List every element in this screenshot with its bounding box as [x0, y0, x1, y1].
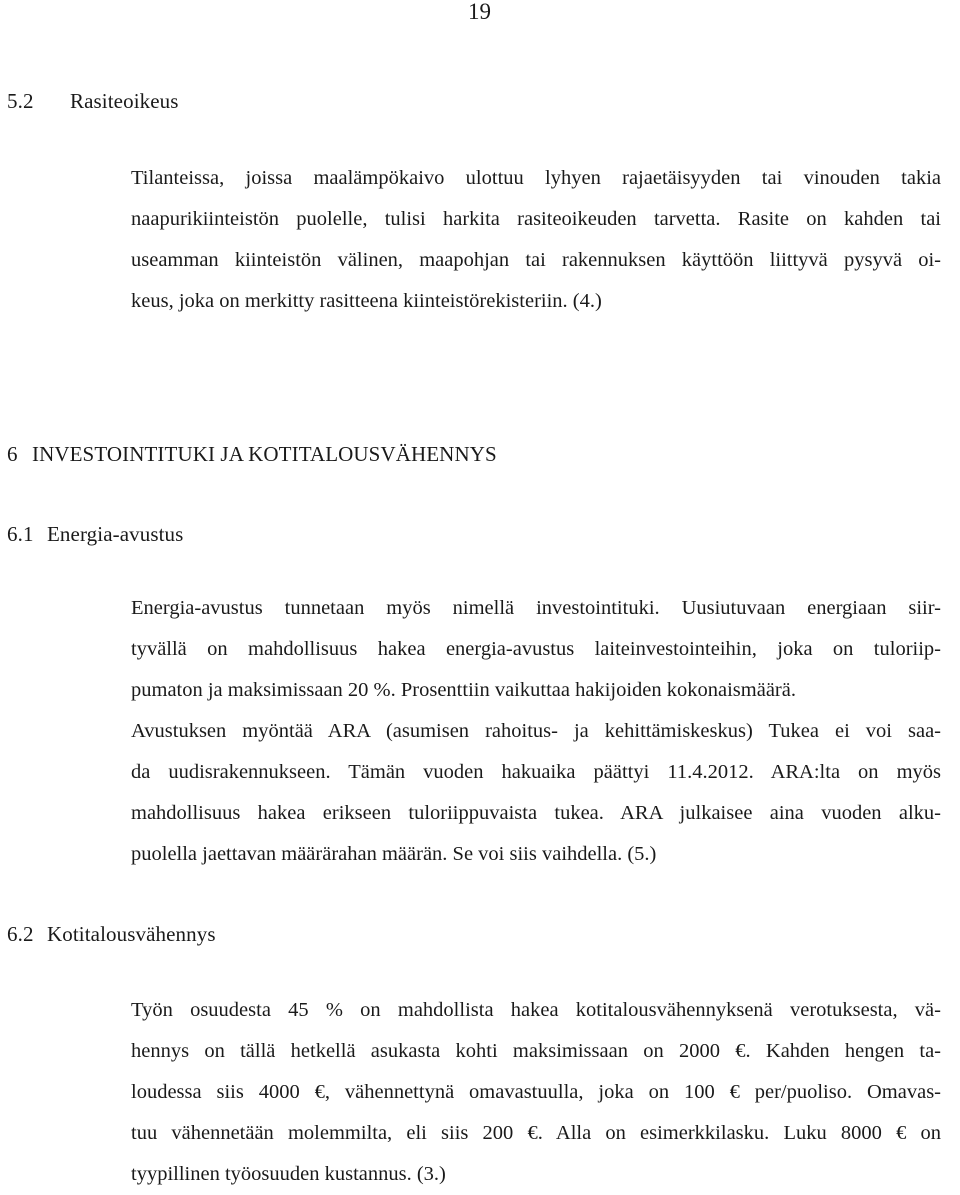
page-number: 19 — [468, 0, 491, 24]
text-line: tyvällä on mahdollisuus hakea energia-avustus laiteinvestointeihin, joka on tuloriip- — [131, 638, 941, 660]
chapter-number: 6 — [7, 442, 18, 466]
text-line: useamman kiinteistön välinen, maapohjan tai rakennuksen käyttöön liittyvä pysyvä oi- — [131, 249, 941, 271]
text-line: Tilanteissa, joissa maalämpökaivo ulottuu lyhyen rajaetäisyyden tai vinouden takia — [131, 167, 941, 189]
section-title: Energia-avustus — [47, 522, 184, 546]
section-6-2-paragraph — [131, 990, 941, 1195]
chapter-title: INVESTOINTITUKI JA KOTITALOUSVÄHENNYS — [32, 442, 497, 466]
section-6-2-heading — [7, 921, 216, 947]
section-5-2-heading — [7, 88, 179, 114]
section-title: Kotitalousvähennys — [47, 922, 216, 946]
text-line: da uudisrakennukseen. Tämän vuoden hakuaika päättyi 11.4.2012. ARA:lta on myös — [131, 761, 941, 783]
text-line: hennys on tällä hetkellä asukasta kohti maksimissaan on 2000 €. Kahden hengen ta- — [131, 1040, 941, 1062]
text-line: keus, joka on merkitty rasitteena kiinteistörekisteriin. (4.) — [131, 290, 602, 312]
chapter-6-heading — [7, 441, 497, 467]
section-6-1-paragraph — [131, 588, 941, 875]
section-number: 5.2 — [7, 89, 34, 113]
text-line: naapurikiinteistön puolelle, tulisi harkita rasiteoikeuden tarvetta. Rasite on kahden tai — [131, 208, 941, 230]
text-line: Energia-avustus tunnetaan myös nimellä investointituki. Uusiutuvaan energiaan siir- — [131, 597, 941, 619]
text-line: tyypillinen työosuuden kustannus. (3.) — [131, 1163, 446, 1185]
text-line: puolella jaettavan määrärahan määrän. Se voi siis vaihdella. (5.) — [131, 843, 657, 865]
section-6-1-heading — [7, 521, 183, 547]
text-line: Työn osuudesta 45 % on mahdollista hakea kotitalousvähennyksenä verotuksesta, vä- — [131, 999, 941, 1021]
section-5-2-paragraph — [131, 158, 941, 322]
text-line: pumaton ja maksimissaan 20 %. Prosenttiin vaikuttaa hakijoiden kokonaismäärä. — [131, 679, 796, 701]
section-number: 6.2 — [7, 922, 34, 946]
text-line: tuu vähennetään molemmilta, eli siis 200 €. Alla on esimerkkilasku. Luku 8000 € on — [131, 1122, 941, 1144]
section-title: Rasiteoikeus — [70, 89, 179, 113]
section-number: 6.1 — [7, 522, 34, 546]
text-line: Avustuksen myöntää ARA (asumisen rahoitus- ja kehittämiskeskus) Tukea ei voi saa- — [131, 720, 941, 742]
text-line: mahdollisuus hakea erikseen tuloriippuvaista tukea. ARA julkaisee aina vuoden alku- — [131, 802, 941, 824]
text-line: loudessa siis 4000 €, vähennettynä omavastuulla, joka on 100 € per/puoliso. Omavas- — [131, 1081, 941, 1103]
